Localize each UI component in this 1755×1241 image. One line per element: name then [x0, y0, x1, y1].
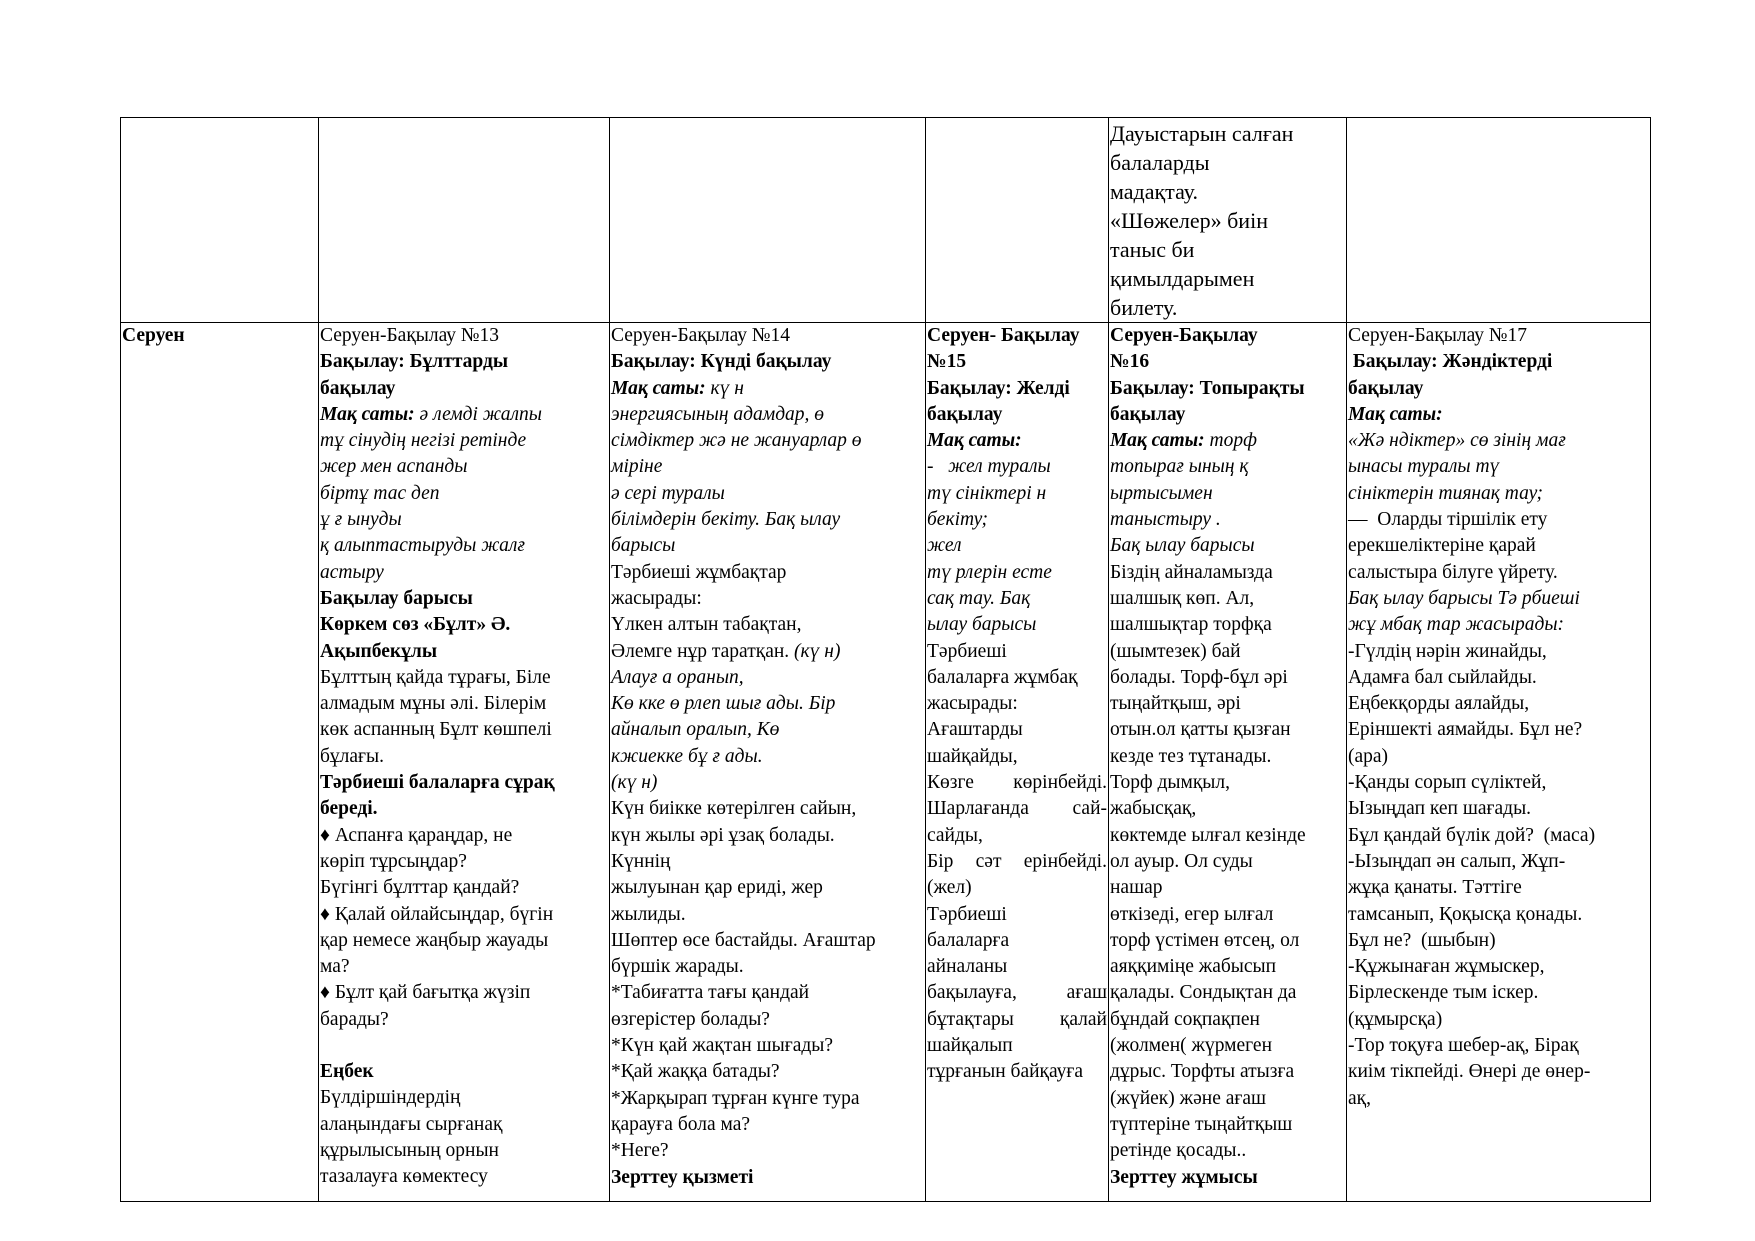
text-line: алаңындағы сырғанақ: [320, 1113, 503, 1135]
riddle-line: Үлкен алтын табақтан,: [611, 614, 802, 636]
text-line: отын.ол қатты қызған: [1110, 719, 1291, 741]
text-line: балаларды: [1110, 150, 1210, 175]
observation-subject: Бақылау: Күнді бақылау: [611, 351, 832, 373]
riddle-line: Ызыңдап кеп шағады.: [1348, 798, 1532, 820]
goal-text: Бақ ылау барысы: [1348, 587, 1493, 609]
riddle-line: киім тікпейді. Өнері де өнер-: [1348, 1061, 1591, 1083]
goal-text: біртұ тас деп: [320, 482, 440, 504]
text-line: балаларға жұмбақ: [927, 666, 1078, 688]
text-line: өткізеді, егер ылғал: [1110, 903, 1274, 925]
word: сай-: [1072, 798, 1107, 820]
goal-text: қ алыптастыруды жалғ: [320, 535, 525, 557]
question-line: ♦ Бұлт қай бағытқа жүзіп: [320, 982, 531, 1004]
goal-text: Бақ ылау барысы: [1110, 535, 1255, 557]
riddle-line: Адамға бал сыйлайды.: [1348, 666, 1537, 688]
text-line: қимылдарымен: [1110, 266, 1255, 291]
riddle-line: -Гүлдің нәрін жинайды,: [1348, 640, 1547, 662]
observation-subject: Бақылау: Топырақты: [1110, 377, 1305, 399]
goal-label: Мақ саты:: [1348, 403, 1443, 425]
text-line: [927, 1007, 1107, 1033]
section-label-cell: [121, 323, 319, 1202]
riddle-line: кжиекке бұ ғ ады.: [611, 745, 763, 767]
goal-text: жел: [927, 535, 962, 557]
question-line: *Қай жаққа батады?: [611, 1061, 780, 1083]
riddle-line: сайды,: [927, 824, 983, 846]
text-line: — Оларды тіршілік ету: [1348, 509, 1548, 531]
goal-text: энергиясының адамдар, ө: [611, 403, 825, 425]
goal-text: таныстыру .: [1110, 509, 1221, 531]
text-line: (жолмен( жүрмеген: [1110, 1035, 1273, 1057]
text-line: бұндай соқпақпен: [1110, 1008, 1260, 1030]
riddle-line: Ағаштарды: [927, 719, 1023, 741]
goal-text: жел туралы: [948, 456, 1051, 478]
text-line: тұрғанын байқауға: [927, 1061, 1084, 1083]
goal-text: сініктерін тиянақ тау;: [1348, 482, 1544, 504]
word: қалай: [1059, 1008, 1107, 1030]
text-line: айналаны: [927, 956, 1008, 978]
text-line: түптеріне тыңайтқыш: [1110, 1113, 1293, 1135]
observation-title: Серуен- Бақылау: [927, 325, 1080, 346]
text-line: таныс би: [1110, 237, 1195, 262]
text-line: «Шөжелер» биін: [1110, 208, 1268, 233]
observation-subject: Бақылау: Жәндіктерді: [1348, 351, 1553, 373]
goal-text: «Жә ндіктер» сө зінің мағ: [1348, 430, 1566, 452]
text-line: аяққиміңе жабысып: [1110, 956, 1277, 978]
dash: -: [927, 456, 934, 478]
observation-17-cell: [1347, 323, 1651, 1202]
goal-label: Мақ саты:: [927, 430, 1022, 452]
section-heading: Көркем сөз «Бұлт» Ә.: [320, 614, 511, 636]
goal-text: ылау барысы: [927, 614, 1037, 636]
question-line: *Неге?: [611, 1140, 669, 1162]
text-line: болады. Торф-бұл әрі: [1110, 666, 1288, 688]
riddle-line: тамсанып, Қоқысқа қонады.: [1348, 903, 1583, 925]
text-line: тыңайтқыш, әрі: [1110, 693, 1241, 715]
text-line: Бүлдіршіндердің: [320, 1087, 461, 1109]
observation-15-cell: [926, 323, 1109, 1202]
riddle-answer: (жел): [927, 877, 972, 899]
goal-text: топырағ ының қ: [1110, 456, 1249, 478]
text-line: (шымтезек) бай: [1110, 640, 1241, 662]
text-line: бүршік жарады.: [611, 956, 744, 978]
text-line: Бүгінгі бұлттар қандай?: [320, 877, 520, 899]
observation-subject: бақылау: [1110, 403, 1186, 425]
text-line: Тәрбиеші: [927, 903, 1007, 925]
text-line: жылуынан қар ериді, жер: [611, 877, 823, 899]
word: бақылауға,: [927, 982, 1017, 1004]
section-heading: Ақыпбекұлы: [320, 640, 438, 662]
observation-subject: Бақылау: Желді: [927, 377, 1070, 399]
text-line: (жүйек) және ағаш: [1110, 1087, 1267, 1109]
riddle-line: Алауғ а оранып,: [611, 666, 744, 688]
riddle-answer: (ара): [1348, 745, 1389, 767]
text-line: жабысқақ,: [1110, 798, 1197, 820]
riddle-line: Әлемге нұр таратқан.: [611, 640, 790, 662]
goal-text: тұ сінудің негізі ретінде: [320, 430, 527, 452]
goal-text: сақ тау. Бақ: [927, 587, 1031, 609]
text-line: барады?: [320, 1008, 389, 1030]
riddle-line: -Құжынаған жұмыскер,: [1348, 956, 1545, 978]
goal-text: барысы: [611, 535, 676, 557]
observation-title: №16: [1110, 351, 1150, 373]
cell-top-3: [610, 118, 926, 323]
goal-text: жер мен аспанды: [320, 456, 468, 478]
riddle-line: -Қанды сорып сүліктей,: [1348, 772, 1547, 794]
word: Шарлағанда: [927, 798, 1029, 820]
text-line: шалшықтар торфқа: [1110, 614, 1272, 636]
text-line: қарауға бола ма?: [611, 1113, 751, 1135]
cell-top-1: [121, 118, 319, 323]
goal-text: ә сері туралы: [611, 482, 725, 504]
text-line: Тәрбиеші жұмбақтар: [611, 561, 787, 583]
text-line: билету.: [1110, 295, 1178, 320]
observation-subject: Бақылау: Бұлттарды: [320, 351, 509, 373]
text-line: алмадым мұны әлі. Білерім: [320, 693, 547, 715]
text-line: қар немесе жаңбыр жауады: [320, 929, 549, 951]
text-line: дұрыс. Торфты атызға: [1110, 1061, 1295, 1083]
text-line: ма?: [320, 956, 350, 978]
text-line: жасырады:: [611, 587, 702, 609]
word: бұтақтары: [927, 1008, 1014, 1030]
riddle-line: [927, 849, 1107, 875]
riddle-answer: (құмырсқа): [1348, 1008, 1443, 1030]
goal-text: тү сініктері н: [927, 482, 1047, 504]
cell-top-5: [1109, 118, 1347, 323]
text-line: балаларға: [927, 929, 1010, 951]
word: сәт: [975, 850, 1002, 872]
observation-subject: бақылау: [927, 403, 1003, 425]
riddle-line: Кө кке ө рлеп шығ ады. Бір: [611, 693, 836, 715]
goal-label: Мақ саты:: [320, 403, 415, 425]
text-line: құрылысының орнын: [320, 1139, 499, 1161]
spacer: [320, 1033, 608, 1059]
table-row: [121, 323, 1651, 1202]
question-line: *Күн қай жақтан шығады?: [611, 1035, 834, 1057]
table-row: [121, 118, 1651, 323]
observation-14-cell: [610, 323, 926, 1202]
text-line: жасырады:: [927, 693, 1018, 715]
observation-16-cell: [1109, 323, 1347, 1202]
text-line: Тәрбиеші: [927, 640, 1007, 662]
riddle-line: Бұл не? (шыбын): [1348, 929, 1496, 951]
goal-text: бекіту;: [927, 509, 989, 531]
riddle-line: -Ызыңдап ән салып, Жұп-: [1348, 850, 1566, 872]
goal-text: астыру: [320, 561, 384, 583]
goal-text: ұ ғ ынуды: [320, 509, 402, 531]
section-heading: Еңбек: [320, 1061, 374, 1083]
riddle-line: жұқа қанаты. Тәттіге: [1348, 877, 1522, 899]
text-line: көктемде ылғал кезінде: [1110, 824, 1306, 846]
text-line: Біздің айналамызда: [1110, 561, 1273, 583]
text-line: кезде тез тұтанады.: [1110, 745, 1272, 767]
cell-top-4: [926, 118, 1109, 323]
observation-title: Серуен-Бақылау №14: [611, 325, 791, 346]
word: көрінбейді.: [1013, 772, 1107, 794]
goal-text: тү рлерін есте: [927, 561, 1052, 583]
riddle-answer: (кү н): [611, 772, 658, 794]
riddle-line: Бірлескенде тым іскер.: [1348, 982, 1539, 1004]
riddle-line: [927, 796, 1107, 822]
text-line: қалады. Сондықтан да: [1110, 982, 1297, 1004]
observation-subject: бақылау: [1348, 377, 1424, 399]
goal-label: Мақ саты:: [1110, 430, 1205, 452]
text-line: Шөптер өсе бастайды. Ағаштар: [611, 929, 876, 951]
riddle-answer: (кү н): [794, 640, 841, 662]
question-line: ♦ Қалай ойлайсыңдар, бүгін: [320, 903, 554, 925]
goal-text: жұ мбақ тар жасырады:: [1348, 614, 1565, 636]
observation-title: №15: [927, 351, 967, 373]
text-line: Күн биікке көтерілген сайын,: [611, 798, 857, 820]
goal-text: ыртысымен: [1110, 482, 1213, 504]
word: Көзге: [927, 772, 974, 794]
goal-text: торф: [1209, 430, 1257, 452]
text-line: Бұлттың қайда тұрағы, Біле: [320, 666, 551, 688]
observation-subject: бақылау: [320, 377, 396, 399]
riddle-line: -Тор тоқуға шебер-ақ, Бірақ: [1348, 1035, 1579, 1057]
word: ағаш: [1066, 982, 1107, 1004]
riddle-line: айналып оралып, Кө: [611, 719, 780, 741]
question-line: *Жарқырап тұрған күнге тура: [611, 1087, 860, 1109]
text-line: шалшық көп. Ал,: [1110, 587, 1255, 609]
text-line: Күннің: [611, 850, 671, 872]
goal-text: Тә рбиеші: [1497, 587, 1580, 609]
riddle-line: ақ,: [1348, 1087, 1372, 1109]
text-line: ерекшеліктеріне қарай: [1348, 535, 1536, 557]
question-line: ♦ Аспанға қараңдар, не: [320, 824, 513, 846]
section-heading: Зерттеу жұмысы: [1110, 1166, 1258, 1188]
goal-text: сімдіктер жә не жануарлар ө: [611, 430, 862, 452]
observation-title: Серуен-Бақылау: [1110, 325, 1258, 346]
text-line: ретінде қосады..: [1110, 1140, 1247, 1162]
goal-text: ынасы туралы тү: [1348, 456, 1500, 478]
observation-13-cell: [319, 323, 610, 1202]
text-line: тазалауға көмектесу: [320, 1166, 488, 1188]
text-line: торф үстімен өтсең, ол: [1110, 929, 1300, 951]
cell-top-2: [319, 118, 610, 323]
text-line: бұлағы.: [320, 745, 385, 767]
text-line: Дауыстарын салған: [1110, 121, 1294, 146]
riddle-line: шайқайды,: [927, 745, 1018, 767]
text-line: ол ауыр. Ол суды: [1110, 850, 1253, 872]
observation-title: Серуен-Бақылау №17: [1348, 325, 1528, 346]
text-line: салыстыра білуге үйрету.: [1348, 561, 1558, 583]
text-line: өзгерістер болады?: [611, 1008, 770, 1030]
goal-text: білімдерін бекіту. Бақ ылау: [611, 509, 841, 531]
text-line: көріп тұрсыңдар?: [320, 850, 467, 872]
text-line: Торф дымқыл,: [1110, 772, 1230, 794]
goal-text: міріне: [611, 456, 663, 478]
riddle-line: Еріншекті аямайды. Бұл не?: [1348, 719, 1583, 741]
riddle-line: [927, 770, 1107, 796]
section-heading: Зерттеу қызметі: [611, 1166, 754, 1188]
cell-top-6: [1347, 118, 1651, 323]
text-line: нашар: [1110, 877, 1163, 899]
plan-table: [120, 117, 1651, 1202]
word: Бір: [927, 850, 954, 872]
text-line: [927, 980, 1107, 1006]
text-line: жылиды.: [611, 903, 686, 925]
word: ерінбейді.: [1023, 850, 1107, 872]
riddle-line: Еңбекқорды аялайды,: [1348, 693, 1530, 715]
goal-text: кү н: [710, 377, 744, 399]
section-heading: Тәрбиеші балаларға сұрақ: [320, 772, 555, 794]
goal-label: Мақ саты:: [611, 377, 706, 399]
text-line: шайқалып: [927, 1035, 1013, 1057]
section-label: Серуен: [122, 325, 185, 346]
section-heading: Бақылау барысы: [320, 587, 473, 609]
observation-title: Серуен-Бақылау №13: [320, 325, 500, 346]
text-line: көк аспанның Бұлт көшпелі: [320, 719, 552, 741]
text-line: күн жылы әрі ұзақ болады.: [611, 824, 835, 846]
question-line: *Табиғатта тағы қандай: [611, 982, 810, 1004]
text-line: мадақтау.: [1110, 179, 1199, 204]
section-heading: береді.: [320, 798, 378, 820]
goal-text: ә лемді жалпы: [419, 403, 542, 425]
riddle-line: Бұл қандай бүлік дой? (маса): [1348, 824, 1596, 846]
